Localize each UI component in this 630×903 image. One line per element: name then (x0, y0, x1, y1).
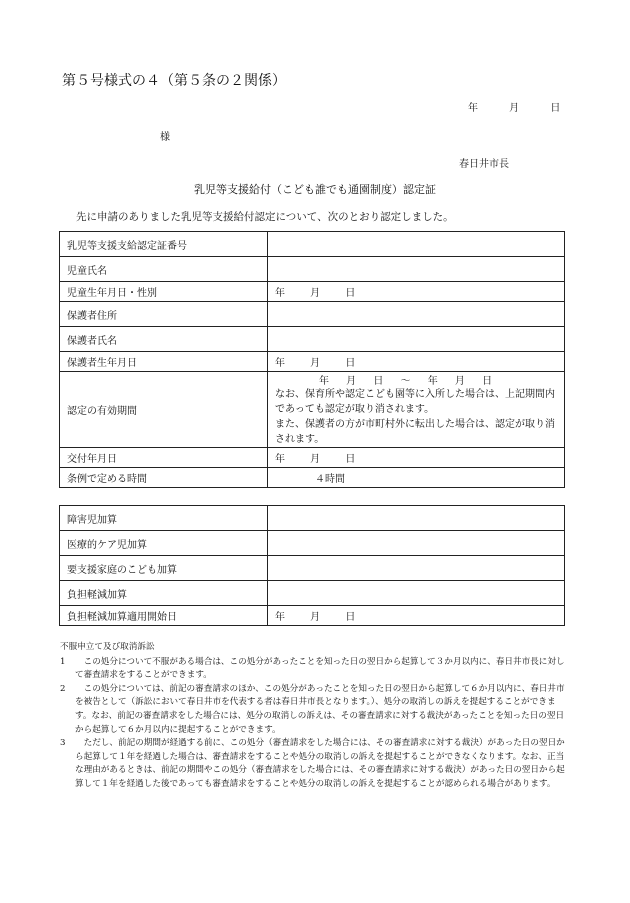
certificate-table (59, 231, 565, 488)
guardian-address-value (268, 302, 565, 327)
validity-note-admission: なお、保育所や認定こども園等に入所した場合は、上記期間内であっても認定が取り消されます。 (275, 389, 555, 415)
row-guardian-birth (60, 352, 565, 372)
issue-date-value: 年 月 日 (268, 448, 565, 468)
recipient-suffix: 様 (160, 132, 170, 143)
child-name-label: 児童氏名 (60, 257, 268, 282)
appeal-item-text: この処分については、前記の審査請求のほか、この処分があったことを知った日の翌日から起算して６か月以内に、春日井市を被告として（訴訟において春日井市を代表する者は春日井市長となります。）、処分の取消しの訴えを提起することができます。なお、前記の審査請求をした場合には、処分の取消しの訴えは、その審査請求に対する裁決があったことを知った日の翌日から起算して６か月以内に提起することができます。 (75, 683, 565, 735)
child-name-value (268, 257, 565, 282)
support-family-label: 要支援家庭のこども加算 (60, 556, 268, 581)
appeal-item-text: この処分について不服がある場合は、この処分があったことを知った日の翌日から起算して３か月以内に、春日井市長に対して審査請求をすることができます。 (75, 656, 565, 681)
appeal-item-number: 3 (60, 738, 66, 749)
row-medical-care (60, 531, 565, 556)
intro-text: 先に申請のありました乳児等支援給付認定について、次のとおり認定しました。 (76, 211, 454, 223)
appeal-item-text: ただし、前記の期間が経過する前に、この処分（審査請求をした場合には、その審査請求に対する裁決）があった日の翌日から起算して１年を経過した場合は、審査請求をすることや処分の取消しの訴えを提起することができなくなります。なお、正当な理由があるときは、前記の期間やこの処分（審査請求をした場合には、その審査請求に対する裁決）があった日の翌日から起算して１年を経過した後であっても審査請求をすることや処分の取消しの訴えを提起することが認められる場合があります。 (75, 738, 565, 789)
validity-note-relocation: また、保護者の方が市町村外に転出した場合は、認定が取り消されます。 (275, 419, 555, 445)
burden-reduction-value (268, 581, 565, 606)
burden-start-label: 負担軽減加算適用開始日 (60, 606, 268, 626)
appeal-item (60, 683, 572, 737)
issuer-name: 春日井市長 (459, 159, 509, 170)
medical-care-label: 医療的ケア児加算 (60, 531, 268, 556)
row-child-birth (60, 282, 565, 302)
addon-table (59, 505, 565, 626)
ordinance-time-value: ４時間 (268, 468, 565, 488)
issue-date-label: 交付年月日 (60, 448, 268, 468)
row-validity (60, 372, 565, 448)
appeal-item-number: 1 (60, 656, 66, 667)
row-guardian-address (60, 302, 565, 327)
child-birth-value: 年 月 日 (268, 282, 565, 302)
guardian-birth-label: 保護者生年月日 (60, 352, 268, 372)
appeal-notice (60, 641, 572, 792)
appeal-item (60, 737, 572, 791)
row-burden-start (60, 606, 565, 626)
disabled-child-value (268, 506, 565, 531)
validity-period: 年 月 日 〜 年 月 日 (319, 376, 493, 387)
burden-start-value: 年 月 日 (268, 606, 565, 626)
validity-label: 認定の有効期間 (60, 372, 268, 448)
date-line: 年 月 日 (468, 103, 561, 114)
appeal-item-number: 2 (60, 683, 66, 694)
row-burden-reduction (60, 581, 565, 606)
row-certificate-number (60, 232, 565, 257)
row-guardian-name (60, 327, 565, 352)
validity-value (268, 372, 565, 448)
burden-reduction-label: 負担軽減加算 (60, 581, 268, 606)
appeal-heading: 不服申立て及び取消訴訟 (60, 642, 155, 652)
certificate-number-value (268, 232, 565, 257)
row-disabled-child (60, 506, 565, 531)
row-ordinance-time (60, 468, 565, 488)
row-child-name (60, 257, 565, 282)
support-family-value (268, 556, 565, 581)
form-number: 第５号様式の４（第５条の２関係） (62, 73, 286, 89)
child-birth-label: 児童生年月日・性別 (60, 282, 268, 302)
guardian-birth-value: 年 月 日 (268, 352, 565, 372)
row-issue-date (60, 448, 565, 468)
ordinance-time-label: 条例で定める時間 (60, 468, 268, 488)
document-title: 乳児等支援給付（こども誰でも通園制度）認定証 (194, 183, 436, 196)
row-support-family (60, 556, 565, 581)
disabled-child-label: 障害児加算 (60, 506, 268, 531)
appeal-item (60, 656, 572, 683)
certificate-number-label: 乳児等支援支給認定証番号 (60, 232, 268, 257)
medical-care-value (268, 531, 565, 556)
guardian-name-value (268, 327, 565, 352)
guardian-name-label: 保護者氏名 (60, 327, 268, 352)
guardian-address-label: 保護者住所 (60, 302, 268, 327)
